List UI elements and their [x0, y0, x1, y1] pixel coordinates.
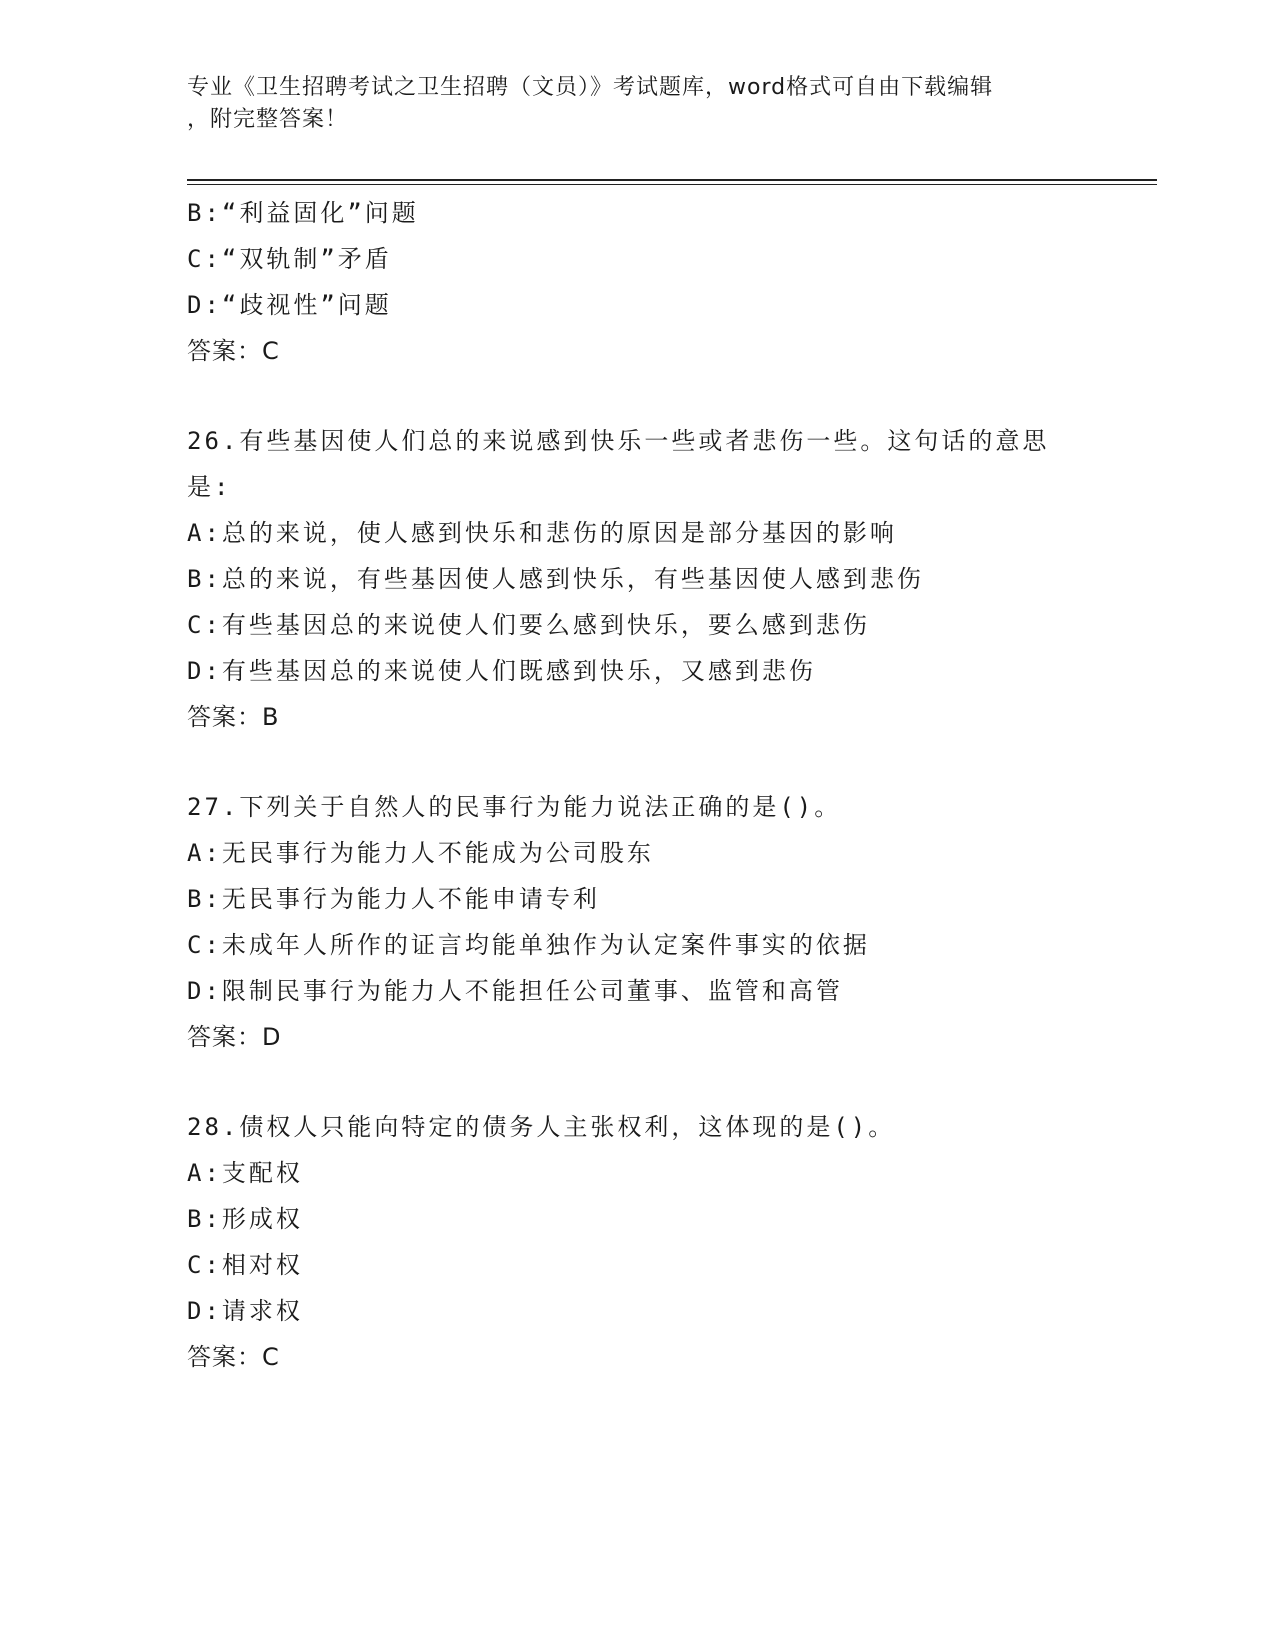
question-25-block: [187, 190, 1087, 374]
answer-line: 答案：B: [187, 703, 280, 731]
question-list: [187, 190, 1087, 1380]
header-line-1: 专业《卫生招聘考试之卫生招聘（文员）》考试题库，word格式可自由下载编辑: [187, 75, 994, 100]
header-line-2: ，附完整答案！: [187, 107, 349, 132]
document-header: [187, 72, 1067, 136]
option-a: A:总的来说，使人感到快乐和悲伤的原因是部分基因的影响: [187, 519, 897, 547]
answer-line: 答案：C: [187, 337, 280, 365]
spacer: [187, 1060, 1087, 1104]
answer-line: 答案：D: [187, 1023, 282, 1051]
option-b: B:形成权: [187, 1205, 303, 1233]
spacer: [187, 740, 1087, 784]
option-c: C:有些基因总的来说使人们要么感到快乐，要么感到悲伤: [187, 611, 870, 639]
question-text: 27.下列关于自然人的民事行为能力说法正确的是()。: [187, 793, 842, 821]
question-27-block: [187, 784, 1087, 1060]
option-b: B:无民事行为能力人不能申请专利: [187, 885, 600, 913]
question-26-block: [187, 418, 1087, 740]
option-d: D:限制民事行为能力人不能担任公司董事、监管和高管: [187, 977, 843, 1005]
header-rule-thin: [187, 184, 1157, 185]
option-b: B:“利益固化”问题: [187, 199, 419, 227]
spacer: [187, 374, 1087, 418]
option-b: B:总的来说，有些基因使人感到快乐，有些基因使人感到悲伤: [187, 565, 924, 593]
header-rule-thick: [187, 179, 1157, 181]
option-d: D:有些基因总的来说使人们既感到快乐，又感到悲伤: [187, 657, 816, 685]
option-d: D:“歧视性”问题: [187, 291, 392, 319]
option-a: A:支配权: [187, 1159, 303, 1187]
question-text: 28.债权人只能向特定的债务人主张权利，这体现的是()。: [187, 1113, 896, 1141]
question-28-block: [187, 1104, 1087, 1380]
option-c: C:未成年人所作的证言均能单独作为认定案件事实的依据: [187, 931, 870, 959]
option-c: C:“双轨制”矛盾: [187, 245, 392, 273]
question-text: 26.有些基因使人们总的来说感到快乐一些或者悲伤一些。这句话的意思是:: [187, 427, 1050, 501]
answer-line: 答案：C: [187, 1343, 280, 1371]
option-a: A:无民事行为能力人不能成为公司股东: [187, 839, 654, 867]
option-c: C:相对权: [187, 1251, 303, 1279]
option-d: D:请求权: [187, 1297, 303, 1325]
